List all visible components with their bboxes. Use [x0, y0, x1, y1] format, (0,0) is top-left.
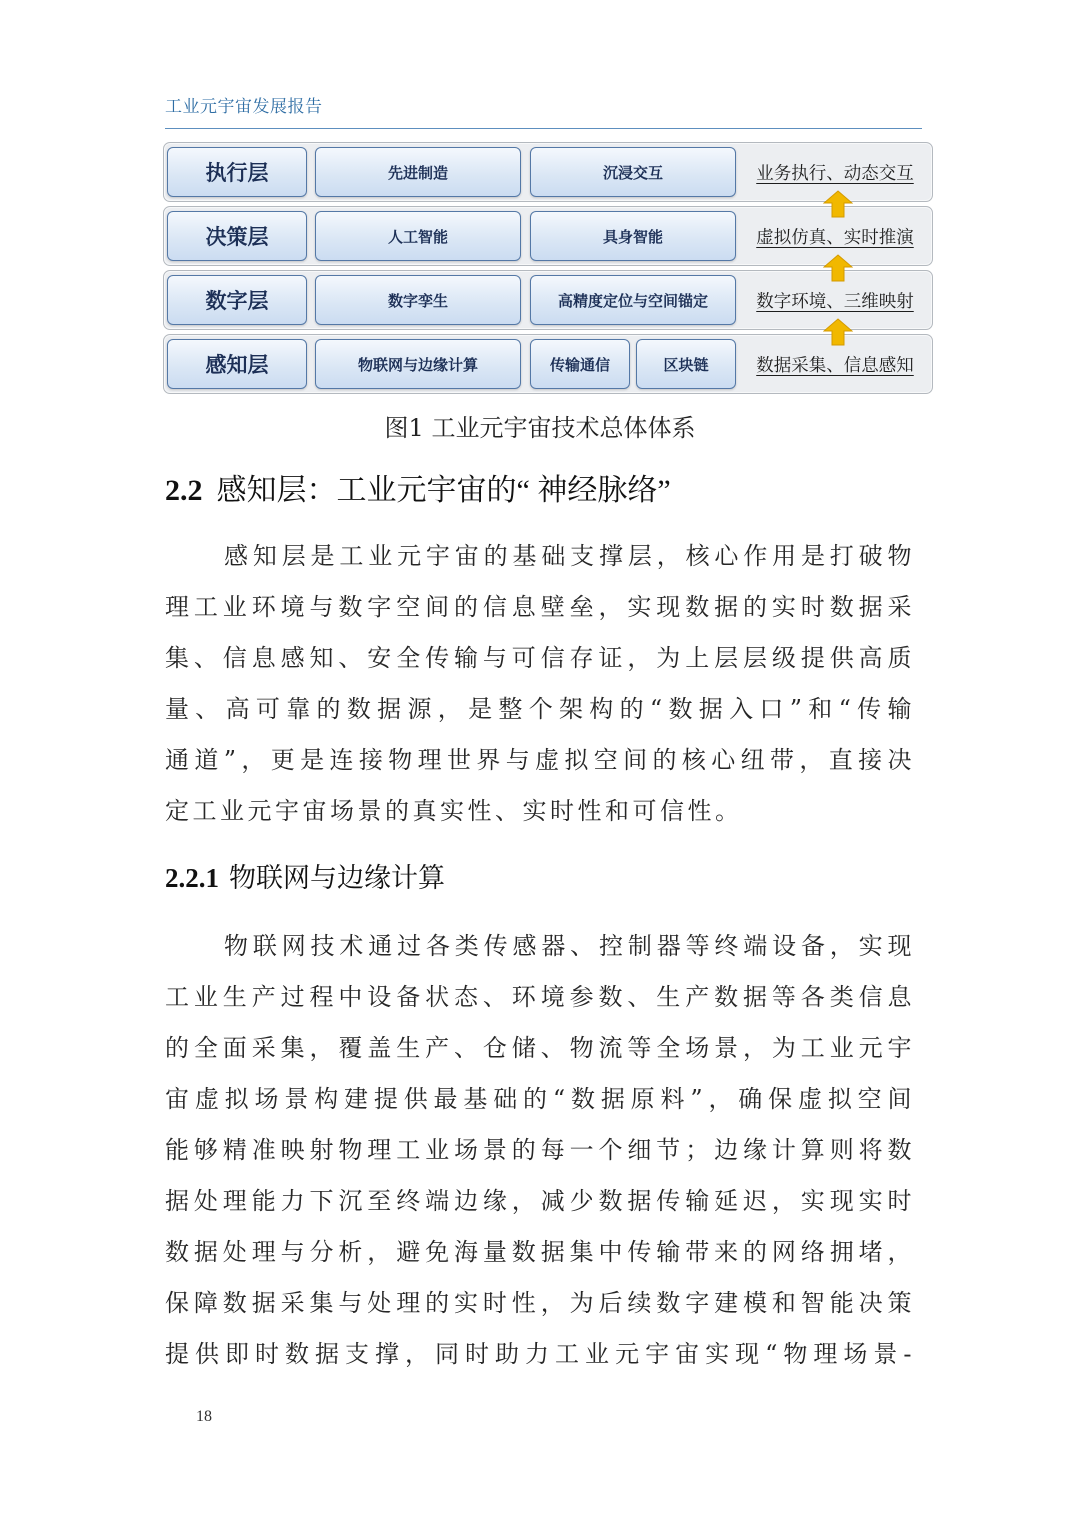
tech-box: 先进制造 [315, 147, 521, 197]
subsection-heading [165, 856, 445, 895]
tech-box: 具身智能 [530, 211, 736, 261]
paragraph-line: 的全面采集，覆盖生产、仓储、物流等全场景，为工业元宇 [165, 1034, 915, 1062]
layer-band-digital [163, 270, 933, 330]
paragraph-line: 物联网技术通过各类传感器、控制器等终端设备，实现 [224, 932, 915, 960]
running-header: 工业元宇宙发展报告 [165, 97, 323, 117]
architecture-figure [163, 142, 933, 396]
paragraph-line: 理工业环境与数字空间的信息壁垒，实现数据的实时数据采 [165, 593, 915, 621]
header-rule [165, 128, 922, 129]
tech-box: 沉浸交互 [530, 147, 736, 197]
section-title: 感知层：工业元宇宙的“ 神经脉络” [216, 474, 671, 507]
tech-box: 物联网与边缘计算 [315, 339, 521, 389]
paragraph-line: 数据处理与分析，避免海量数据集中传输带来的网络拥堵， [165, 1238, 915, 1266]
paragraph-line: 感知层是工业元宇宙的基础支撑层，核心作用是打破物 [224, 542, 915, 570]
paragraph-line: 量、高可靠的数据源，是整个架构的“数据入口”和“传输 [165, 695, 915, 723]
tech-box: 数字孪生 [315, 275, 521, 325]
layer-band-execution [163, 142, 933, 202]
up-arrow-icon [823, 190, 853, 218]
subsection-title: 物联网与边缘计算 [229, 863, 445, 894]
paragraph-line: 工业生产过程中设备状态、环境参数、生产数据等各类信息 [165, 983, 915, 1011]
layer-name: 数字层 [167, 275, 307, 325]
layer-name: 感知层 [167, 339, 307, 389]
layer-note: 业务执行、动态交互 [756, 163, 914, 184]
paragraph-line: 提供即时数据支撑，同时助力工业元宇宙实现“物理场景- [165, 1340, 915, 1368]
tech-box: 高精度定位与空间锚定 [530, 275, 736, 325]
paragraph-line: 保障数据采集与处理的实时性，为后续数字建模和智能决策 [165, 1289, 915, 1317]
tech-box: 传输通信 [530, 339, 630, 389]
figure-caption: 图1 工业元宇宙技术总体体系 [384, 414, 696, 442]
section-heading [165, 465, 671, 509]
layer-note: 数据采集、信息感知 [756, 355, 914, 376]
section-number: 2.2 [165, 474, 203, 507]
tech-box: 人工智能 [315, 211, 521, 261]
paragraph-line: 集、信息感知、安全传输与可信存证，为上层层级提供高质 [165, 644, 915, 672]
paragraph-line: 宙虚拟场景构建提供最基础的“数据原料”，确保虚拟空间 [165, 1085, 915, 1113]
tech-box: 区块链 [636, 339, 736, 389]
page-number: 18 [196, 1408, 212, 1425]
layer-name: 决策层 [167, 211, 307, 261]
paragraph-line: 定工业元宇宙场景的真实性、实时性和可信性。 [165, 797, 743, 825]
paragraph-line: 能够精准映射物理工业场景的每一个细节；边缘计算则将数 [165, 1136, 915, 1164]
up-arrow-icon [823, 254, 853, 282]
layer-name: 执行层 [167, 147, 307, 197]
paragraph-line: 据处理能力下沉至终端边缘，减少数据传输延迟，实现实时 [165, 1187, 915, 1215]
layer-band-decision [163, 206, 933, 266]
layer-note: 数字环境、三维映射 [756, 291, 914, 312]
layer-note: 虚拟仿真、实时推演 [756, 227, 914, 248]
up-arrow-icon [823, 318, 853, 346]
paragraph-line: 通道”，更是连接物理世界与虚拟空间的核心纽带，直接决 [165, 746, 915, 774]
layer-band-perception [163, 334, 933, 394]
subsection-number: 2.2.1 [165, 863, 219, 893]
